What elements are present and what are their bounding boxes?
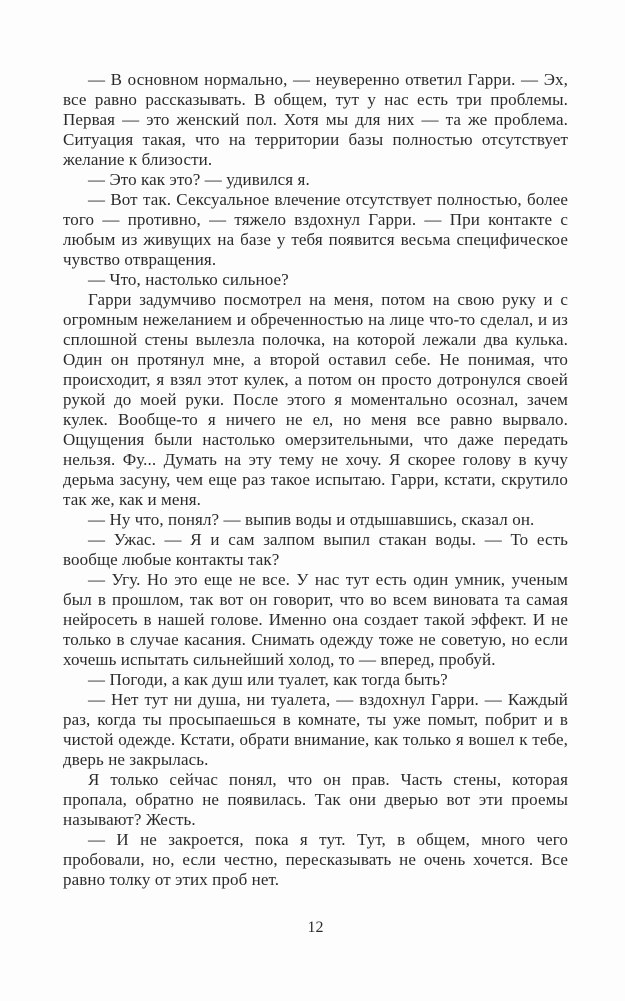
paragraph: — Нет тут ни душа, ни туалета, — вздохнул Гарри. — Каждый раз, когда ты просыпаешься в комнате, ты уже помыт, побрит и в чистой одежде. Кстати, обрати внимание, как только я вошел к тебе, дверь не закрылась. [63,690,568,769]
paragraph: — Что, настолько сильное? [88,270,289,289]
page-number: 12 [307,919,324,936]
paragraph: Я только сейчас понял, что он прав. Часть стены, которая пропала, обратно не появилась. Так они дверью вот эти проемы называют? Жесть. [63,770,568,829]
paragraph: — Погоди, а как душ или туалет, как тогда быть? [88,670,448,689]
paragraph: — Вот так. Сексуальное влечение отсутствует полностью, более того — противно, — тяжело вздохнул Гарри. — При контакте с любым из живущих на базе у тебя появится весьма специфическое чувство отвращения. [63,190,568,269]
paragraph: — В основном нормально, — неуверенно ответил Гарри. — Эх, все равно рассказывать. В общем, тут у нас есть три проблемы. Первая — это женский пол. Хотя мы для них — та же проблема. Ситуация такая, что на территории базы полностью отсутствует желание к близости. [63,70,568,169]
paragraph: — Угу. Но это еще не все. У нас тут есть один умник, ученым был в прошлом, так вот он говорит, что во всем виновата та самая нейросеть в нашей голове. Именно она создает такой эффект. И не только в случае касания. Снимать одежду тоже не советую, но если хочешь испытать сильнейший холод, то — вперед, пробуй. [63,570,568,669]
page-text [63,70,568,890]
paragraph: — И не закроется, пока я тут. Тут, в общем, много чего пробовали, но, если честно, пересказывать не очень хочется. Все равно толку от этих проб нет. [63,830,568,889]
paragraph: — Ужас. — Я и сам залпом выпил стакан воды. — То есть вообще любые контакты так? [63,530,568,569]
paragraph: Гарри задумчиво посмотрел на меня, потом на свою руку и с огромным нежеланием и обреченностью на лице что-то сделал, и из сплошной стены вылезла полочка, на которой лежали два кулька. Один он протянул мне, а второй оставил себе. Не понимая, что происходит, я взял этот кулек, а потом он просто дотронулся своей рукой до моей руки. После этого я моментально осознал, зачем кулек. Вообще-то я ничего не ел, но меня все равно вырвало. Ощущения были настолько омерзительными, что даже передать нельзя. Фу... Думать на эту тему не хочу. Я скорее голову в кучу дерьма засуну, чем еще раз такое испытаю. Гарри, кстати, скрутило так же, как и меня. [63,290,568,509]
paragraph: — Это как это? — удивился я. [88,170,310,189]
paragraph: — Ну что, понял? — выпив воды и отдышавшись, сказал он. [88,510,535,529]
